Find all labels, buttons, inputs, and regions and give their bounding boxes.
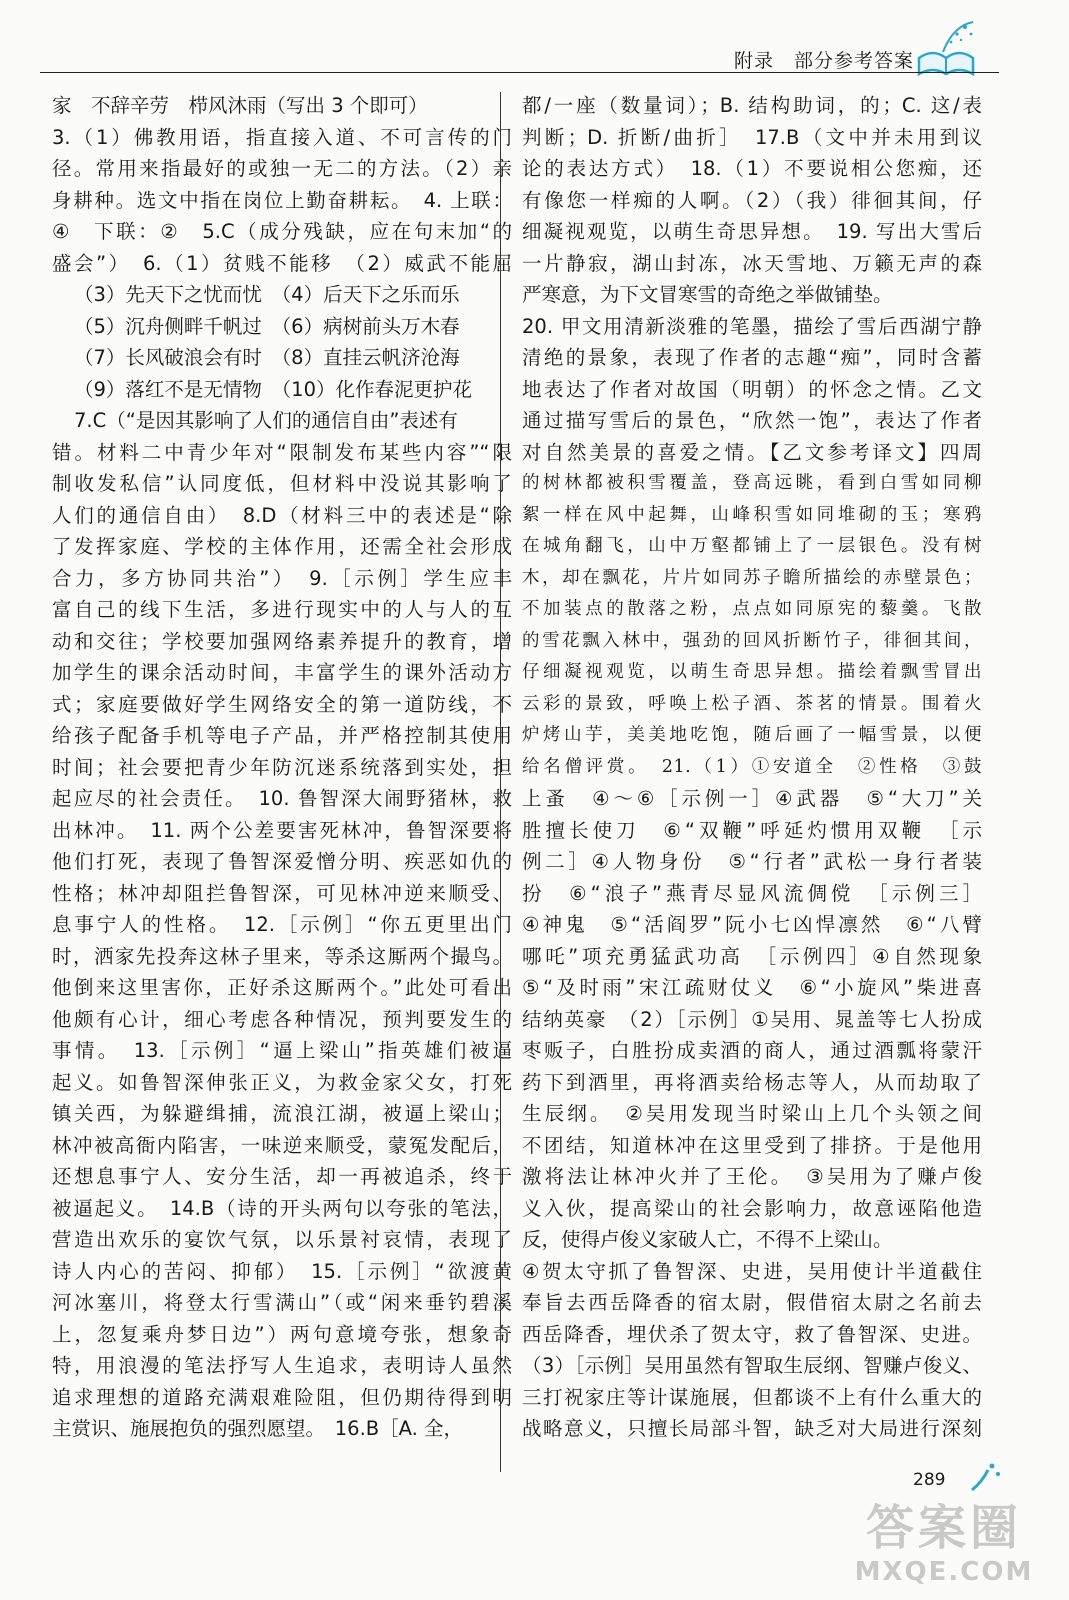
- text-line: 例二］④人物身份 ⑤“行者”武松一身行者装: [522, 850, 982, 873]
- text-line: 云彩的景致，呼唤上松子酒、茶茗的情景。围着火: [522, 693, 982, 714]
- text-line: 论的表达方式） 18.（1）不要说相公您痴，还: [522, 157, 982, 180]
- text-line: 不加装点的散落之粉，点点如同原宪的藜羹。飞散: [522, 599, 982, 619]
- text-line: 息事宁人的性格。 12.［示例］“你五更里出门: [52, 913, 512, 936]
- text-line: 给孩子配备手机等电子产品，并严格控制其使用: [52, 724, 512, 747]
- text-line: 不团结，知道林冲在这里受到了排挤。于是他用: [522, 1133, 982, 1157]
- text-line: 西岳降香，埋伏杀了贺太守，救了鲁智深、史进。: [522, 1322, 982, 1346]
- text-line: 合力，多方协同共治”） 9.［示例］学生应丰: [52, 566, 512, 590]
- text-line: （3）先天下之忧而忧 （4）后天下之乐而乐: [74, 283, 460, 306]
- text-line: 制收发私信”认同度低，但材料中没说其影响了: [52, 472, 512, 495]
- text-line: 扮 ⑥“浪子”燕青尽显风流倜傥 ［示例三］: [522, 881, 982, 905]
- answer-column-right: [522, 90, 982, 1445]
- text-line: 起义。如鲁智深伸张正义，为救金家父女，打死: [52, 1070, 512, 1094]
- text-line: 错。材料二中青少年对“限制发布某些内容”“限: [52, 440, 512, 464]
- text-line: 出林冲。 11. 两个公差要害死林冲，鲁智深要将: [52, 818, 512, 842]
- text-line: 三打祝家庄等计谋施展，但都谈不上有什么重大的: [522, 1385, 982, 1409]
- text-line: 炉烤山芋，美美地吃饱，随后画了一幅雪景，以便: [522, 725, 982, 745]
- text-line: 他倒来这里害你，正好杀这厮两个。”此处可看出: [52, 976, 512, 999]
- text-line: 激将法让林冲火并了王伦。 ③吴用为了赚卢俊: [522, 1165, 982, 1188]
- text-line: 被逼起义。 14.B（诗的开头两句以夸张的笔法，: [52, 1196, 512, 1220]
- text-line: 20. 甲文用清新淡雅的笔墨，描绘了雪后西湖宁静: [522, 314, 982, 338]
- text-line: 都/一座（数量词）；B. 结构助词，的；C. 这/表: [522, 94, 982, 117]
- text-line: 还想息事宁人、安分生活，却一再被追杀，终于: [52, 1165, 512, 1188]
- text-line: 清绝的景象，表现了作者的志趣“痴”，同时含蓄: [522, 346, 982, 369]
- text-line: 事情。 13.［示例］“逼上梁山”指英雄们被逼: [52, 1039, 512, 1062]
- text-line: 通过描写雪后的景色，“欣然一饱”，表达了作者: [522, 409, 982, 432]
- open-book-icon: [913, 18, 979, 80]
- text-line: 7.C（“是因其影响了人们的通信自由”表述有: [74, 409, 458, 432]
- text-line: 判断；D. 折断/曲折］ 17.B（文中并未用到议: [522, 125, 982, 149]
- text-line: 盛会”） 6.（1）贫贱不能移 （2）威武不能屈: [52, 251, 512, 275]
- text-line: 营造出欢乐的宴饮气氛，以乐景衬哀情，表现了: [52, 1228, 512, 1251]
- text-line: 义入伙，提高梁山的社会影响力，故意诬陷他造: [522, 1196, 982, 1220]
- text-line: 主赏识、施展抱负的强烈愿望。 16.B［A. 全，: [52, 1417, 464, 1440]
- text-line: 他们打死，表现了鲁智深爱憎分明、疾恶如仇的: [52, 850, 512, 873]
- text-line: 地表达了作者对故国（明朝）的怀念之情。乙文: [522, 377, 982, 401]
- text-line: ④ 下联：② 5.C（成分残缺，应在句末加“的: [52, 220, 512, 243]
- text-line: 加学生的课余活动时间，丰富学生的课外活动方: [52, 661, 512, 684]
- text-line: 在城角翻飞，山中万壑都铺上了一层银色。没有树: [522, 536, 982, 556]
- text-line: 富自己的线下生活，多进行现实中的人与人的互: [52, 598, 512, 621]
- section-title: 附录 部分参考答案: [733, 50, 914, 72]
- text-line: （9）落红不是无情物 （10）化作春泥更护花: [74, 377, 472, 401]
- text-line: 细凝视观览，以萌生奇思异想。 19. 写出大雪后: [522, 220, 982, 243]
- text-line: 哪吒”项充勇猛武功高 ［示例四］④自然现象: [522, 944, 982, 968]
- text-line: 3.（1）佛教用语，指直接入道、不可言传的门: [52, 125, 512, 149]
- page-footer: [0, 1430, 1069, 1600]
- page-number: 289: [913, 1470, 946, 1490]
- text-line: 他颇有心计，细心考虑各种情况，预判要发生的: [52, 1007, 512, 1031]
- text-line: 一片静寂，湖山封冻，冰天雪地、万籁无声的森: [522, 251, 982, 275]
- text-line: 胜擅长使刀 ⑥“双鞭”呼延灼惯用双鞭 ［示: [522, 818, 982, 842]
- text-line: 动和交往；学校要加强网络素养提升的教育，增: [52, 629, 512, 653]
- text-line: 给名僧评赏。 21.（1）①安道全 ②性格 ③鼓: [522, 756, 982, 777]
- text-line: 生辰纲。 ②吴用发现当时梁山上几个头领之间: [522, 1102, 982, 1125]
- text-line: 木，却在飘花，片片如同苏子瞻所描绘的赤壁景色；: [522, 567, 982, 588]
- text-line: 仔细凝视观览，以萌生奇思异想。描绘着飘雪冒出: [522, 662, 982, 682]
- text-line: 枣贩子，白胜扮成卖酒的商人，通过酒瓢将蒙汗: [522, 1039, 982, 1062]
- text-line: 絮一样在风中起舞，山峰积雪如同堆砌的玉；寒鸦: [522, 504, 982, 525]
- text-line: 了发挥家庭、学校的主体作用，还需全社会形成: [52, 535, 512, 558]
- text-line: 的雪花飘入林中，强劲的回风折断竹子，徘徊其间，: [522, 630, 982, 651]
- text-line: 性格；林冲却阻拦鲁智深，可见林冲逆来顺受、: [52, 881, 512, 905]
- text-line: 的树林都被积雪覆盖，登高远眺，看到白雪如同柳: [522, 473, 982, 493]
- text-line: ⑤“及时雨”宋江疏财仗义 ⑥“小旋风”柴进喜: [522, 976, 982, 999]
- text-line: 反，使得卢俊义家破人亡，不得不上梁山。: [522, 1228, 893, 1251]
- page-header: [0, 0, 1069, 80]
- text-line: 镇关西，为躲避缉捕，流浪江湖，被逼上梁山；: [52, 1102, 512, 1125]
- text-line: 身耕种。选文中指在岗位上勤奋耕耘。 4. 上联：: [52, 188, 512, 212]
- text-line: 人们的通信自由） 8.D（材料三中的表述是“除: [52, 503, 512, 527]
- text-line: ④神鬼 ⑤“活阎罗”阮小七凶悍凛然 ⑥“八臂: [522, 913, 982, 936]
- text-line: 家 不辞辛劳 栉风沐雨（写出 3 个即可）: [52, 94, 428, 117]
- column-divider: [500, 92, 501, 1472]
- header-rule: [40, 72, 999, 73]
- text-line: 特，用浪漫的笔法抒写人生追求，表明诗人虽然: [52, 1354, 512, 1377]
- text-line: 起应尽的社会责任。 10. 鲁智深大闹野猪林，救: [52, 787, 512, 810]
- text-line: 式；家庭要做好学生网络安全的第一道防线，不: [52, 692, 512, 716]
- text-line: 严寒意，为下文冒寒雪的奇绝之举做铺垫。: [522, 283, 893, 306]
- text-line: 有像您一样痴的人啊。（2）（我）徘徊其间，仔: [522, 188, 982, 212]
- text-line: 上蚤 ④～⑥［示例一］④武器 ⑤“大刀”关: [522, 787, 982, 810]
- text-line: 诗人内心的苦闷、抑郁） 15.［示例］“欲渡黄: [52, 1259, 512, 1283]
- text-line: 对自然美景的喜爱之情。【乙文参考译文】四周: [522, 440, 982, 464]
- watermark-logo: 答案圈 MXQE.COM: [854, 1500, 1034, 1587]
- text-line: 结纳英豪 （2）［示例］①吴用、晁盖等七人扮成: [522, 1007, 982, 1031]
- text-line: 战略意义，只擅长局部斗智，缺乏对大局进行深刻: [522, 1417, 982, 1440]
- text-line: （3）［示例］吴用虽然有智取生辰纲、智赚卢俊义、: [522, 1354, 982, 1377]
- text-line: ④贺太守抓了鲁智深、史进，吴用使计半道截住: [522, 1259, 982, 1283]
- text-line: 药下到酒里，再将酒卖给杨志等人，从而劫取了: [522, 1070, 982, 1094]
- text-line: （7）长风破浪会有时 （8）直挂云帆济沧海: [74, 346, 460, 369]
- answer-column-left: [52, 90, 512, 1445]
- text-line: 林冲被高衙内陷害，一味逆来顺受，蒙冤发配后，: [52, 1133, 512, 1157]
- sparkle-icon: [968, 1460, 1008, 1494]
- text-line: 追求理想的道路充满艰难险阻，但仍期待得到明: [52, 1385, 512, 1409]
- text-line: 时，洒家先投奔这林子里来，等杀这厮两个撮鸟。: [52, 944, 512, 968]
- text-line: 时间；社会要把青少年防沉迷系统落到实处，担: [52, 755, 512, 779]
- text-line: 奉旨去西岳降香的宿太尉，假借宿太尉之名前去: [522, 1291, 982, 1314]
- text-line: 河冰塞川，将登太行雪满山”（或“闲来垂钓碧溪: [52, 1291, 512, 1314]
- text-line: 上，忽复乘舟梦日边”）两句意境夸张，想象奇: [52, 1322, 512, 1346]
- text-line: （5）沉舟侧畔千帆过 （6）病树前头万木春: [74, 314, 460, 338]
- text-line: 径。常用来指最好的或独一无二的方法。（2）亲: [52, 157, 512, 180]
